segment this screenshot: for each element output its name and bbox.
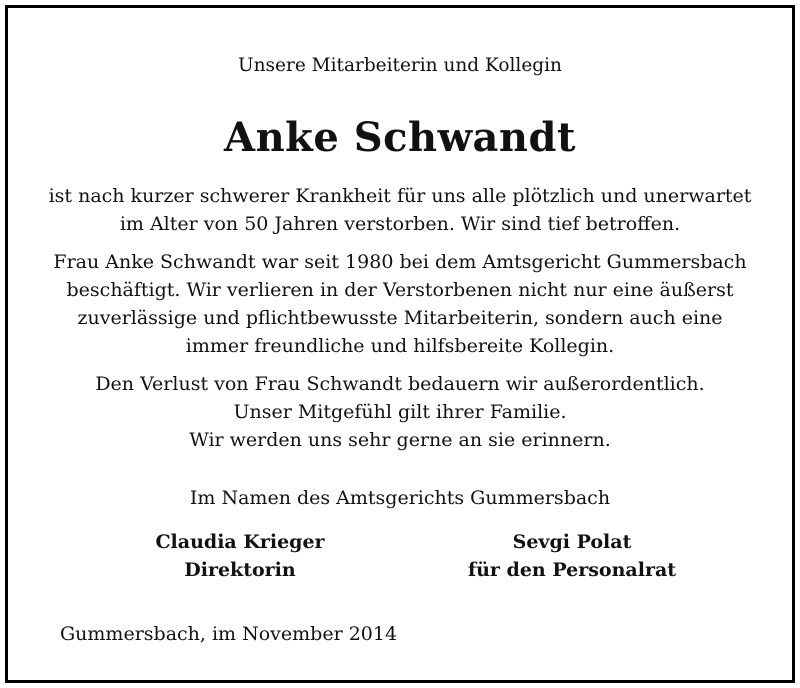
paragraph3-line-2: Unser Mitgefühl gilt ihrer Familie. (233, 401, 567, 423)
paragraph2-line-1: Frau Anke Schwandt war seit 1980 bei dem Amtsgericht Gummersbach (53, 251, 747, 273)
intro-line: Unsere Mitarbeiterin und Kollegin (238, 55, 562, 76)
paragraph3-line-3: Wir werden uns sehr gerne an sie erinnern. (189, 429, 611, 451)
paragraph3-line-1: Den Verlust von Frau Schwandt bedauern wir außerordentlich. (95, 373, 705, 395)
paragraph1-line-1: ist nach kurzer schwerer Krankheit für uns alle plötzlich und unerwartet (48, 185, 752, 207)
paragraph2-line-3: zuverlässige und pflichtbewusste Mitarbeiterin, sondern auch eine (77, 307, 723, 329)
obituary-notice (5, 5, 795, 683)
paragraph1-line-2: im Alter von 50 Jahren verstorben. Wir sind tief betroffen. (119, 213, 681, 235)
signatory-name: Claudia Krieger (155, 531, 325, 553)
signatory-role: für den Personalrat (467, 559, 677, 581)
paragraph2-line-2: beschäftigt. Wir verlieren in der Verstorbenen nicht nur eine äußerst (66, 279, 734, 301)
signatory-name: Sevgi Polat (512, 531, 632, 553)
signatory-right (422, 528, 722, 584)
deceased-name: Anke Schwandt (224, 114, 576, 161)
place-date: Gummersbach, im November 2014 (60, 623, 398, 645)
signatory-role: Direktorin (184, 559, 296, 581)
paragraph2-line-4: immer freundliche und hilfsbereite Kollegin. (185, 335, 615, 357)
on-behalf-line: Im Namen des Amtsgerichts Gummersbach (189, 487, 611, 509)
signatory-left (90, 528, 390, 584)
